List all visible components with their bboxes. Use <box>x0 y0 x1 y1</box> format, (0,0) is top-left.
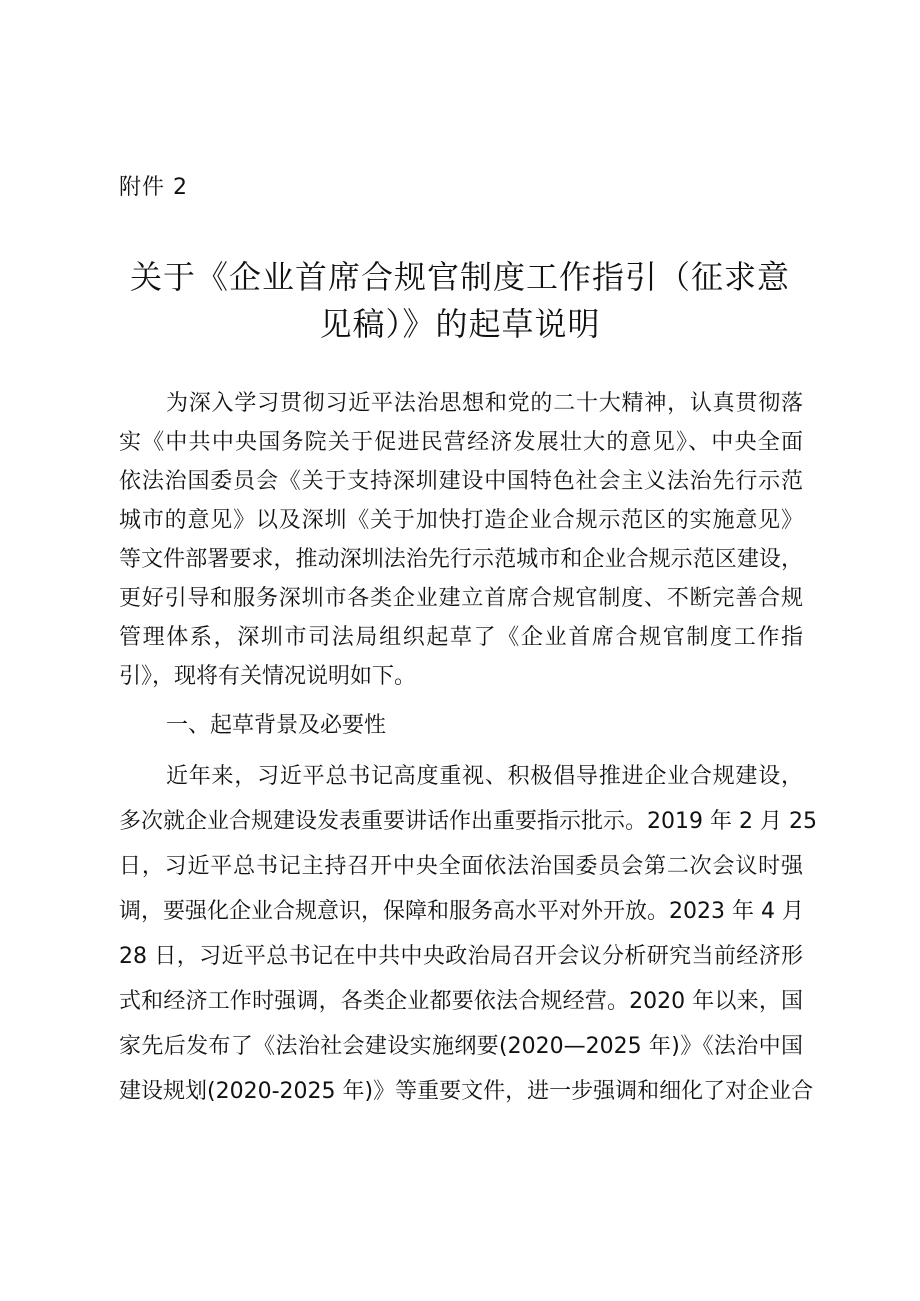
paragraph-line: 为深入学习贯彻习近平法治思想和党的二十大精神，认真贯彻落 <box>166 391 803 416</box>
paragraph-line: 日，习近平总书记主持召开中央全面依法治国委员会第二次会议时强 <box>119 854 803 879</box>
attachment-label: 附件 2 <box>119 175 188 200</box>
section-heading: 一、起草背景及必要性 <box>166 713 387 738</box>
paragraph-line: 更好引导和服务深圳市各类企业建立首席合规官制度、不断完善合规 <box>119 586 803 611</box>
paragraph-line: 近年来，习近平总书记高度重视、积极倡导推进企业合规建设， <box>166 764 803 789</box>
document-title-line-2: 见稿）》的起草说明 <box>319 305 601 343</box>
paragraph-line: 依法治国委员会《关于支持深圳建设中国特色社会主义法治先行示范 <box>119 469 803 494</box>
paragraph-line: 实《中共中央国务院关于促进民营经济发展壮大的意见》、中央全面 <box>119 430 803 455</box>
paragraph-line: 管理体系，深圳市司法局组织起草了《企业首席合规官制度工作指 <box>119 625 803 650</box>
paragraph-line: 家先后发布了《法治社会建设实施纲要(2020—2025 年)》《法治中国 <box>119 1034 803 1059</box>
paragraph-line: 城市的意见》以及深圳《关于加快打造企业合规示范区的实施意见》 <box>119 508 803 533</box>
document-title-line-1: 关于《企业首席合规官制度工作指引（征求意 <box>129 258 790 296</box>
paragraph-line: 引》，现将有关情况说明如下。 <box>119 664 417 689</box>
paragraph-line: 建设规划(2020-2025 年)》等重要文件，进一步强调和细化了对企业合 <box>119 1079 814 1104</box>
paragraph-line: 调，要强化企业合规意识，保障和服务高水平对外开放。2023 年 4 月 <box>119 899 804 924</box>
paragraph-line: 多次就企业合规建设发表重要讲话作出重要指示批示。2019 年 2 月 25 <box>119 809 817 834</box>
paragraph-line: 28 日，习近平总书记在中共中央政治局召开会议分析研究当前经济形 <box>119 944 803 969</box>
paragraph-line: 等文件部署要求，推动深圳法治先行示范城市和企业合规示范区建设， <box>119 547 803 572</box>
paragraph-line: 式和经济工作时强调，各类企业都要依法合规经营。2020 年以来，国 <box>119 989 803 1014</box>
